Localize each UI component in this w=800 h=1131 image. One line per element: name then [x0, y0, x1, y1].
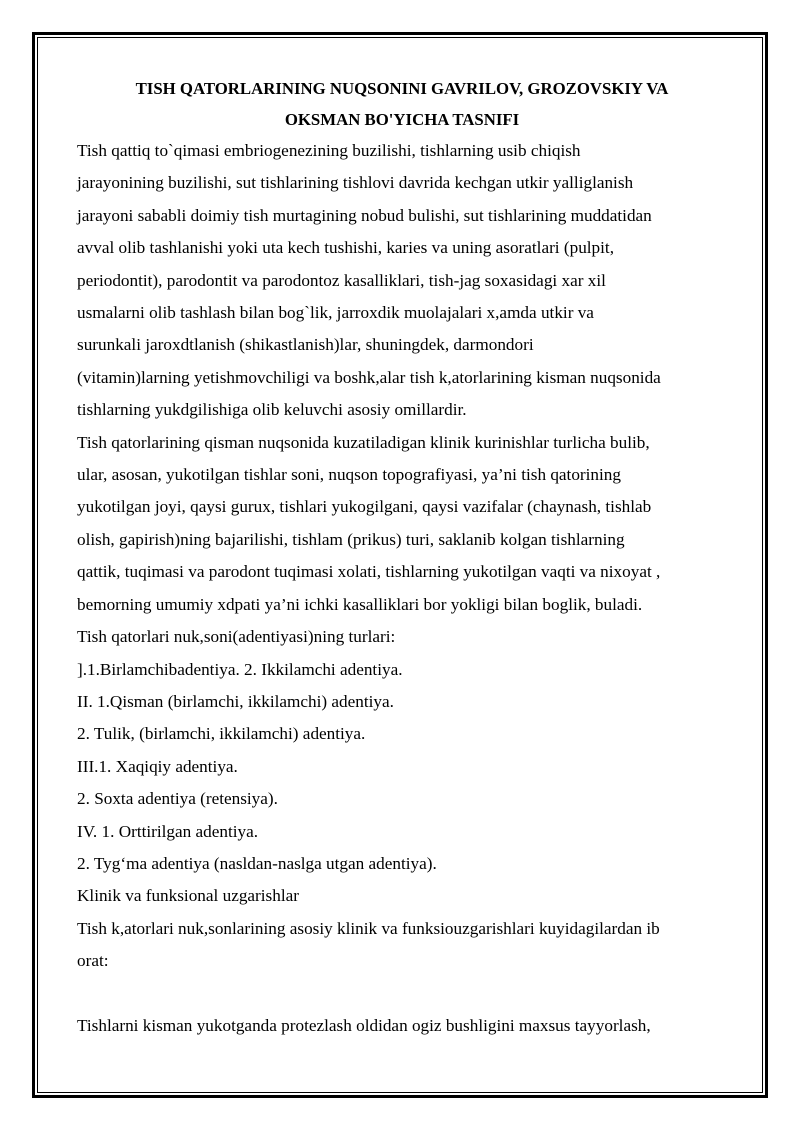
- classification-item: 2. Soxta adentiya (retensiya).: [77, 789, 278, 809]
- text-line: periodontit), parodontit va parodontoz kasalliklari, tish-jag soxasidagi xar xil: [77, 270, 606, 290]
- text-line: (vitamin)larning yetishmovchiligi va boshk,alar tish k,atorlarining kisman nuqsonida: [77, 367, 661, 387]
- text-line: tishlarning yukdgilishiga olib keluvchi asosiy omillardir.: [77, 400, 467, 420]
- text-line: Tish k,atorlari nuk,sonlarining asosiy klinik va funksiouzgarishlari kuyidagilardan ib: [77, 918, 660, 938]
- text-line: usmalarni olib tashlash bilan bog`lik, jarroxdik muolajalari x,amda utkir va: [77, 303, 594, 323]
- paragraph-clinical-signs: [77, 427, 727, 621]
- blank-line: [77, 978, 727, 1010]
- text-line: avval olib tashlanishi yoki uta kech tushishi, karies va uning asoratlari (pulpit,: [77, 238, 615, 258]
- text-line: jarayonining buzilishi, sut tishlarining tishlovi davrida kechgan utkir yalliglanish: [77, 173, 634, 193]
- classification-item: II. 1.Qisman (birlamchi, ikkilamchi) adentiya.: [77, 691, 394, 711]
- classification-list: [77, 654, 727, 881]
- classification-heading: Tish qatorlari nuk,soni(adentiyasi)ning turlari:: [77, 627, 396, 647]
- text-line: orat:: [77, 951, 109, 971]
- classification-item: 2. Tulik, (birlamchi, ikkilamchi) adentiya.: [77, 724, 366, 744]
- title-line: OKSMAN BO'YICHA TASNIFI: [284, 109, 520, 129]
- text-line: olish, gapirish)ning bajarilishi, tishlam (prikus) turi, saklanib kolgan tishlarning: [77, 529, 625, 549]
- classification-item: III.1. Xaqiqiy adentiya.: [77, 756, 238, 776]
- text-line: bemorning umumiy xdpati ya’ni ichki kasalliklari bor yokligi bilan boglik, buladi.: [77, 594, 643, 614]
- paragraph-causes: [77, 135, 727, 427]
- text-line: surunkali jaroxdtlanish (shikastlanish)lar, shuningdek, darmondori: [77, 335, 534, 355]
- classification-item: IV. 1. Orttirilgan adentiya.: [77, 821, 259, 841]
- classification-item: ].1.Birlamchibadentiya. 2. Ikkilamchi adentiya.: [77, 659, 403, 679]
- document-body: [77, 74, 727, 1042]
- paragraph-final: Tishlarni kisman yukotganda protezlash oldidan ogiz bushligini maxsus tayyorlash,: [77, 1015, 651, 1035]
- text-line: Tish qatorlarining qisman nuqsonida kuzatiladigan klinik kurinishlar turlicha bulib,: [77, 432, 650, 452]
- text-line: jarayoni sababli doimiy tish murtagining nobud bulishi, sut tishlarining muddatidan: [77, 205, 652, 225]
- text-line: ular, asosan, yukotilgan tishlar soni, nuqson topografiyasi, ya’ni tish qatorining: [77, 465, 621, 485]
- classification-item: 2. Tyg‘ma adentiya (nasldan-naslga utgan adentiya).: [77, 853, 437, 873]
- document-title: [77, 74, 727, 135]
- paragraph-clinical-changes: [77, 913, 727, 978]
- clinical-heading: Klinik va funksional uzgarishlar: [77, 886, 299, 906]
- text-line: yukotilgan joyi, qaysi gurux, tishlari yukogilgani, qaysi vazifalar (chaynash, tishlab: [77, 497, 652, 517]
- text-line: Tish qattiq to`qimasi embriogenezining buzilishi, tishlarning usib chiqish: [77, 141, 581, 160]
- title-line: TISH QATORLARINING NUQSONINI GAVRILOV, GROZOVSKIY VA: [135, 79, 669, 98]
- text-line: qattik, tuqimasi va parodont tuqimasi xolati, tishlarning yukotilgan vaqti va nixoyat ,: [77, 562, 661, 582]
